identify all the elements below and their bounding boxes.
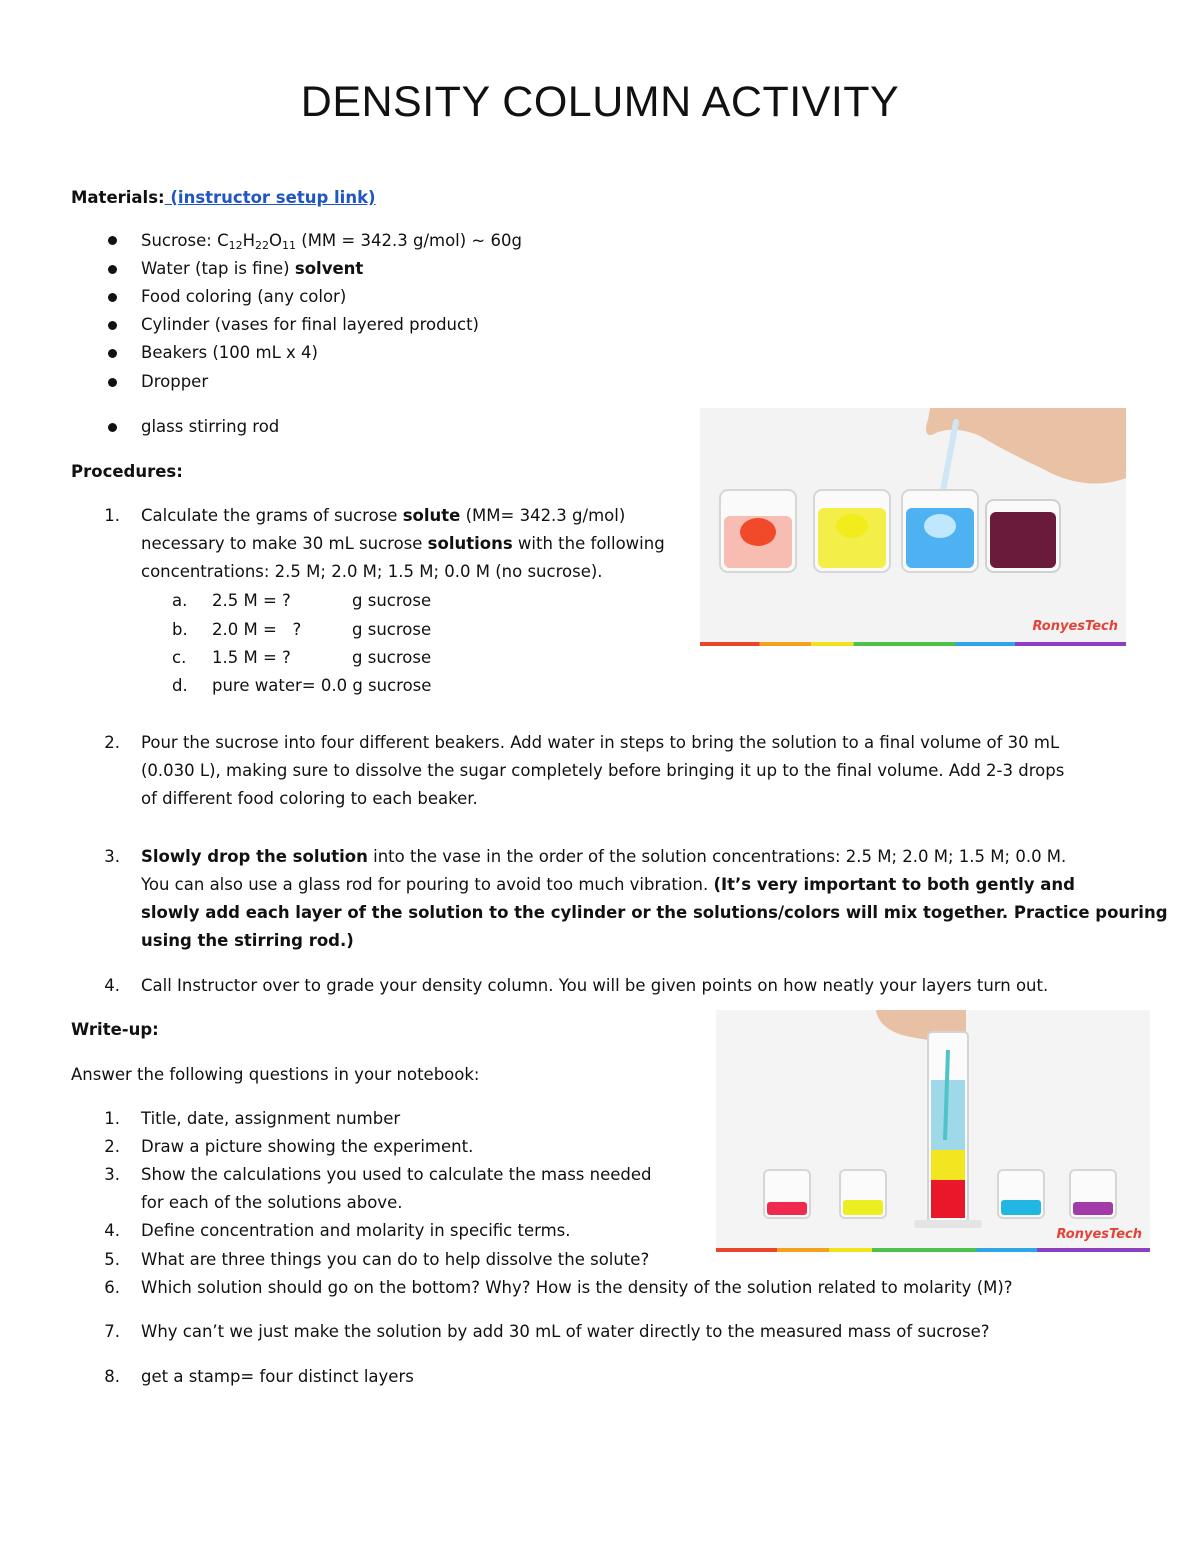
- writeup-heading: Write-up:: [71, 1020, 159, 1039]
- bullet-icon: [108, 349, 117, 358]
- question-text: Why can’t we just make the solution by add 30 mL of water directly to the measured mass of sucrose?: [141, 1322, 990, 1341]
- question-number: 3.: [104, 1165, 120, 1184]
- step-4-text: Call Instructor over to grade your density column. You will be given points on how neatly your layers turn out.: [141, 976, 1049, 995]
- cylinder-base: [914, 1220, 982, 1228]
- question-text: get a stamp= four distinct layers: [141, 1367, 414, 1386]
- bullet-icon: [108, 321, 117, 330]
- question-number: 5.: [104, 1250, 120, 1269]
- page-title: DENSITY COLUMN ACTIVITY: [300, 78, 900, 126]
- brand-watermark: RonyesTech: [1032, 619, 1118, 634]
- beaker-1: [720, 490, 796, 572]
- step-3-line-2: You can also use a glass rod for pouring to avoid too much vibration. (It’s very important to both gently and: [141, 875, 1075, 894]
- bullet-icon: [108, 293, 117, 302]
- cylinder-photo: [716, 1010, 1150, 1248]
- materials-heading: Materials:: [71, 188, 165, 207]
- sub-item: c. 1.5 M = ? g sucrose: [172, 648, 432, 667]
- step-3-line-3: slowly add each layer of the solution to the cylinder or the solutions/colors will mix together. Practice pouring: [141, 903, 1168, 922]
- step-1-line-2: necessary to make 30 mL sucrose solutions with the following: [141, 534, 665, 553]
- step-number: 1.: [104, 506, 120, 525]
- question-number: 7.: [104, 1322, 120, 1341]
- step-number: 4.: [104, 976, 120, 995]
- step-number: 3.: [104, 847, 120, 866]
- material-water: Water (tap is fine) solvent: [141, 259, 364, 278]
- question-text: What are three things you can do to help dissolve the solute?: [141, 1250, 650, 1269]
- bullet-icon: [108, 265, 117, 274]
- step-3-line-4: using the stirring rod.): [141, 931, 354, 950]
- step-2-line-1: Pour the sucrose into four different beakers. Add water in steps to bring the solution to a final volume of 30 mL: [141, 733, 1060, 752]
- instructor-setup-link[interactable]: (instructor setup link): [164, 188, 376, 207]
- material-stirring-rod: glass stirring rod: [141, 417, 280, 436]
- beaker-2: [814, 490, 890, 572]
- step-2-line-3: of different food coloring to each beaker.: [141, 789, 478, 808]
- step-1-line-1: Calculate the grams of sucrose solute (MM= 342.3 g/mol): [141, 506, 626, 525]
- beaker-3: [902, 490, 978, 572]
- step-1-line-3: concentrations: 2.5 M; 2.0 M; 1.5 M; 0.0 M (no sucrose).: [141, 562, 603, 581]
- photo-color-bar: [700, 642, 1126, 646]
- small-beaker-3: [998, 1170, 1044, 1218]
- photo-color-bar: [716, 1248, 1150, 1252]
- procedures-heading: Procedures:: [71, 462, 183, 481]
- question-text: Which solution should go on the bottom? Why? How is the density of the solution related to molarity (M)?: [141, 1278, 1013, 1297]
- material-cylinder: Cylinder (vases for final layered product): [141, 315, 479, 334]
- question-number: 1.: [104, 1109, 120, 1128]
- question-text: Define concentration and molarity in specific terms.: [141, 1221, 571, 1240]
- material-dropper: Dropper: [141, 372, 209, 391]
- sub-item: b. 2.0 M = ? g sucrose: [172, 620, 432, 639]
- cylinder-illustration: [716, 1010, 1150, 1248]
- question-text: Title, date, assignment number: [141, 1109, 401, 1128]
- sub-item: a. 2.5 M = ? g sucrose: [172, 591, 432, 610]
- question-number: 8.: [104, 1367, 120, 1386]
- small-beaker-1: [764, 1170, 810, 1218]
- question-number: 2.: [104, 1137, 120, 1156]
- small-beaker-4: [1070, 1170, 1116, 1218]
- bullet-icon: [108, 423, 117, 432]
- step-number: 2.: [104, 733, 120, 752]
- bullet-icon: [108, 378, 117, 387]
- small-beaker-2: [840, 1170, 886, 1218]
- bullet-icon: [108, 236, 117, 245]
- writeup-intro: Answer the following questions in your notebook:: [71, 1065, 480, 1084]
- step-2-line-2: (0.030 L), making sure to dissolve the sugar completely before bringing it up to the final volume. Add 2-3 drops: [141, 761, 1065, 780]
- material-food-coloring: Food coloring (any color): [141, 287, 347, 306]
- material-beakers: Beakers (100 mL x 4): [141, 343, 318, 362]
- question-text-continued: for each of the solutions above.: [141, 1193, 403, 1212]
- beakers-illustration: [700, 408, 1126, 642]
- question-text: Show the calculations you used to calculate the mass needed: [141, 1165, 652, 1184]
- question-text: Draw a picture showing the experiment.: [141, 1137, 474, 1156]
- sub-item: d. pure water= 0.0 g sucrose: [172, 676, 432, 695]
- question-number: 6.: [104, 1278, 120, 1297]
- question-number: 4.: [104, 1221, 120, 1240]
- brand-watermark: RonyesTech: [1056, 1227, 1142, 1242]
- step-3-line-1: Slowly drop the solution into the vase in the order of the solution concentrations: 2.5 M; 2.0 M; 1.5 M; 0.0 M.: [141, 847, 1067, 866]
- material-sucrose: Sucrose: $C_{12}H_{22}O_{11}$ (MM = 342.3 g/mol) ~ 60g: [141, 231, 522, 252]
- beaker-4: [986, 500, 1060, 572]
- materials-heading-row: [71, 184, 376, 212]
- beakers-photo: [700, 408, 1126, 642]
